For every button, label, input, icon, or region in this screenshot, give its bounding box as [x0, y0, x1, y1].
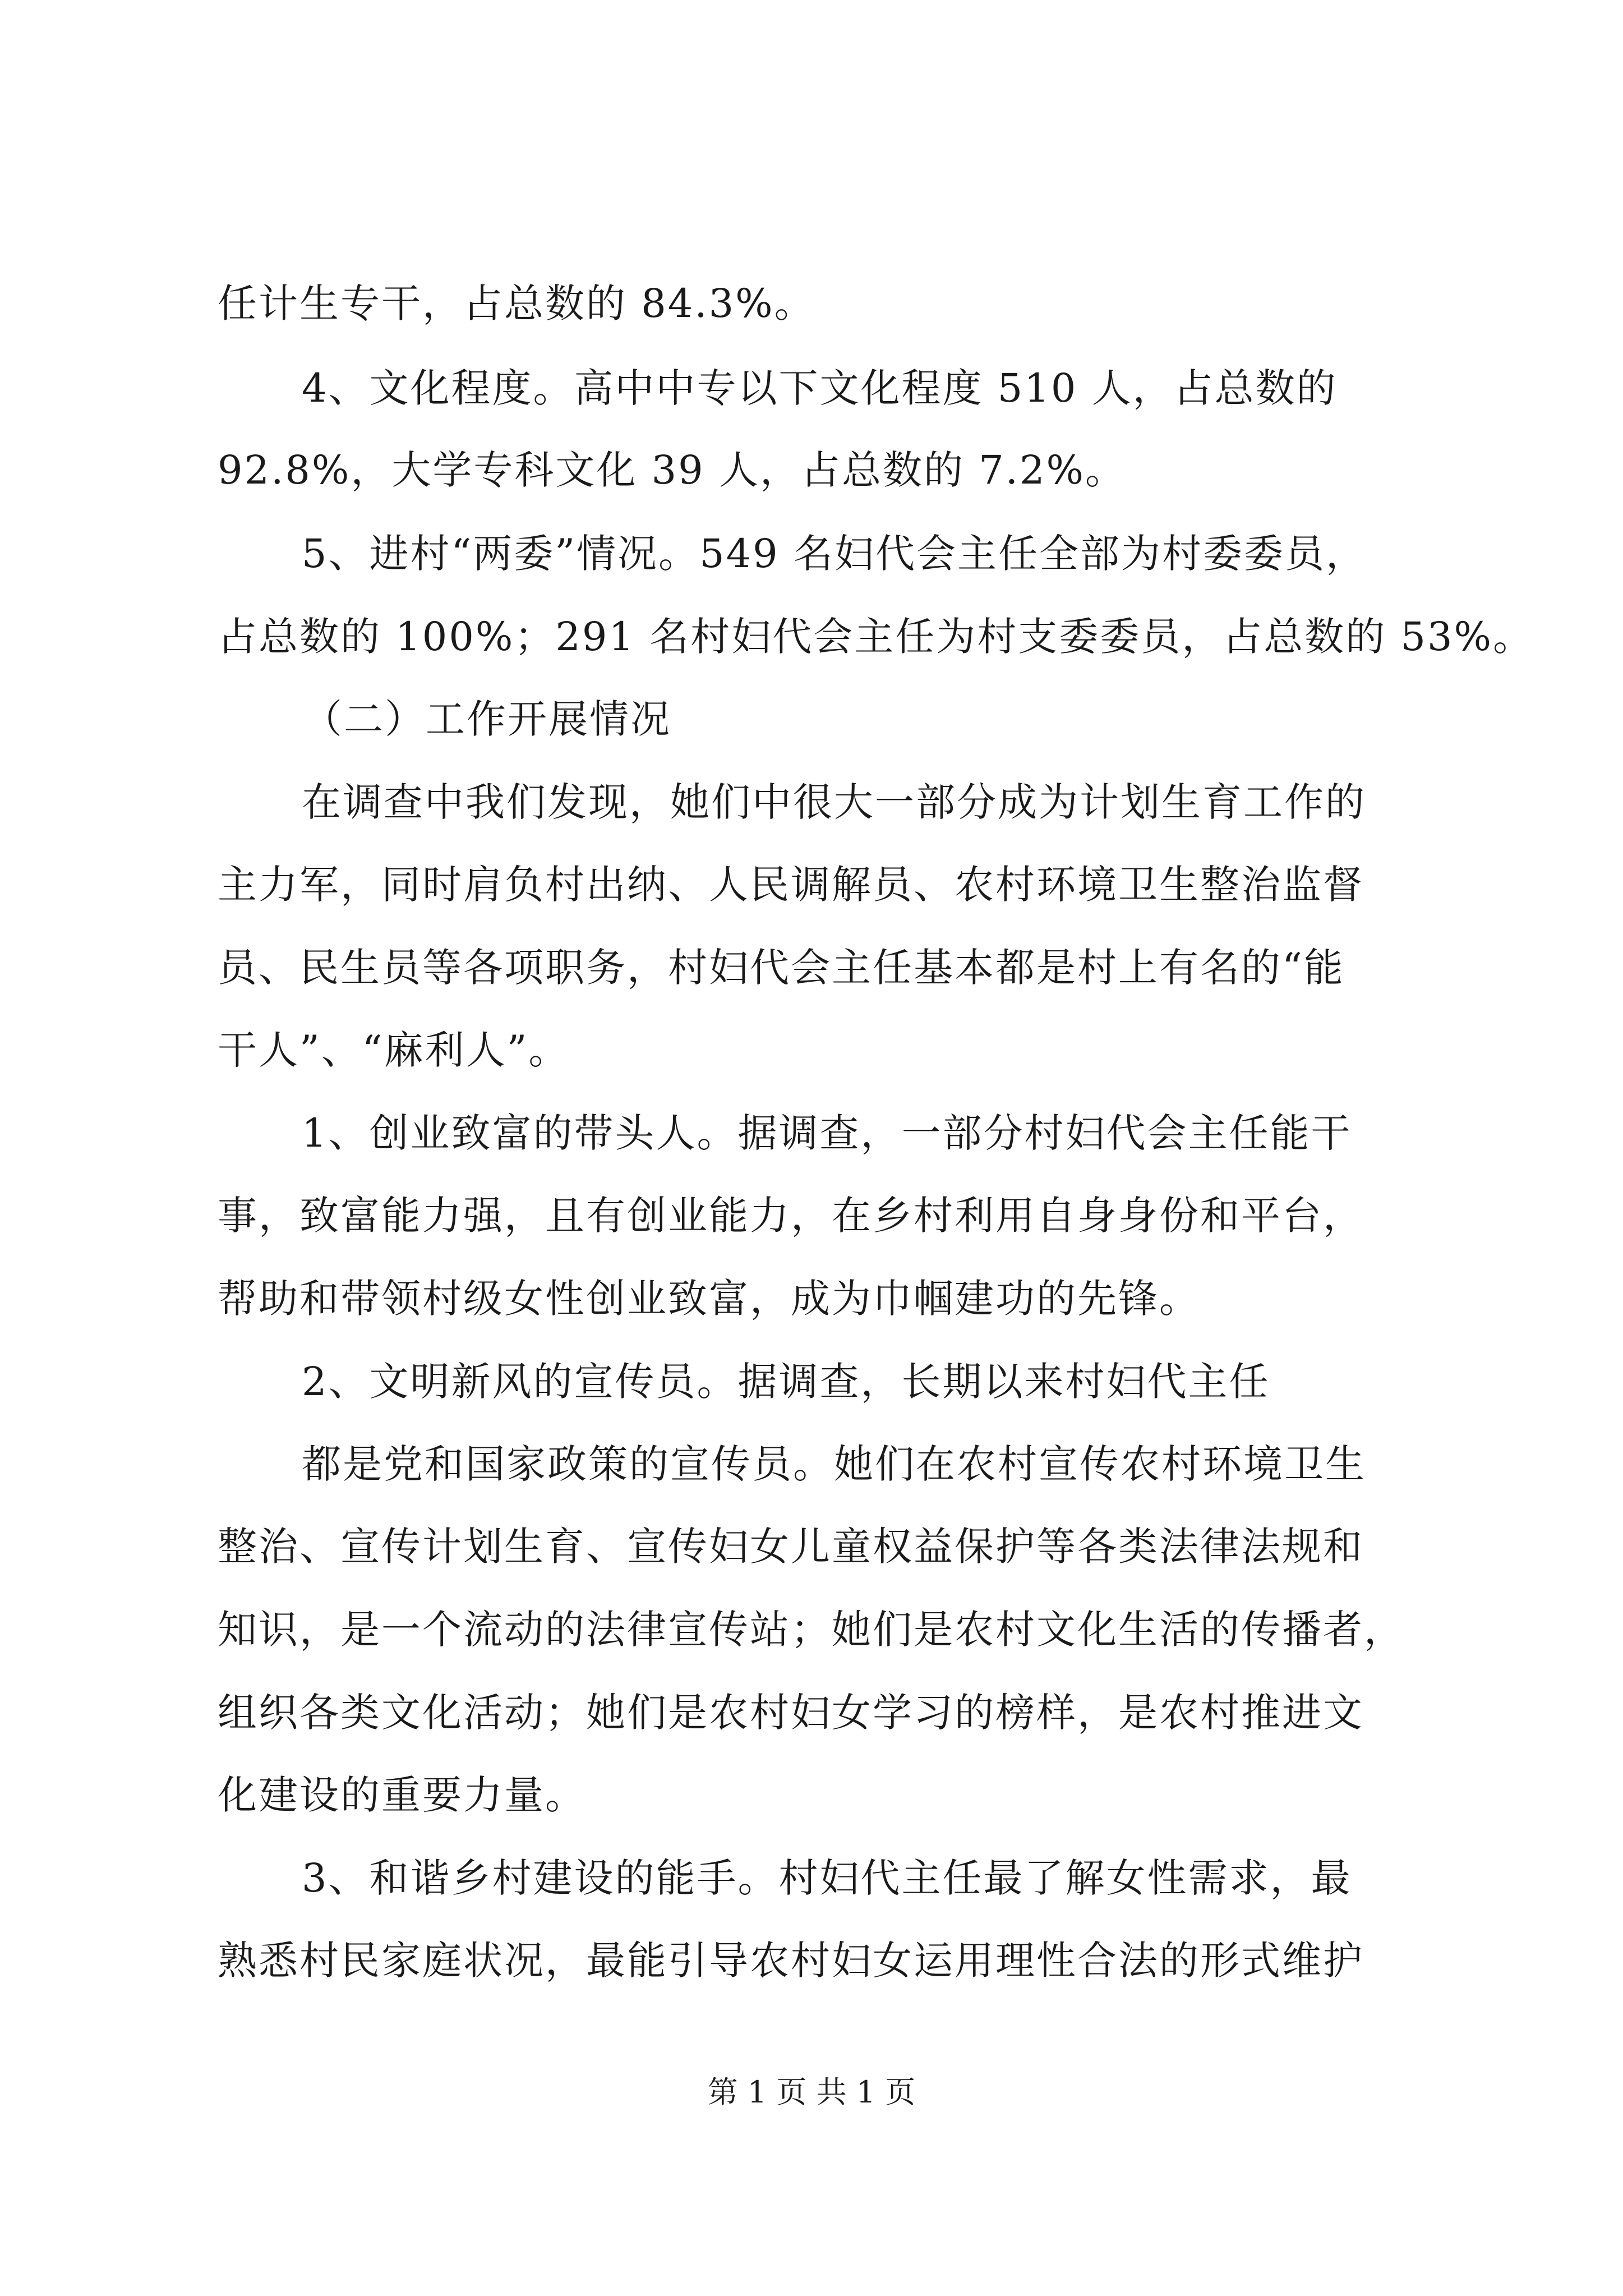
text-line: 在调查中我们发现，她们中很大一部分成为计划生育工作的	[302, 779, 1366, 825]
section-heading: （二）工作开展情况	[303, 696, 671, 742]
text-line: 占总数的 100%；291 名村妇代会主任为村支委委员，占总数的 53%。	[218, 614, 1534, 660]
text-line: 事，致富能力强，且有创业能力，在乡村利用自身身份和平台，	[218, 1193, 1364, 1239]
text-line: 主力军，同时肩负村出纳、人民调解员、农村环境卫生整治监督	[218, 862, 1364, 908]
text-line: 化建设的重要力量。	[218, 1772, 586, 1818]
text-line: 组织各类文化活动；她们是农村妇女学习的榜样，是农村推进文	[218, 1690, 1364, 1736]
text-line: 帮助和带领村级女性创业致富，成为巾帼建功的先锋。	[218, 1276, 1200, 1322]
text-line: 4、文化程度。高中中专以下文化程度 510 人，占总数的	[302, 365, 1338, 411]
text-line: 2、文明新风的宣传员。据调查，长期以来村妇代主任	[302, 1359, 1270, 1405]
text-line: 任计生专干，占总数的 84.3%。	[218, 280, 815, 326]
text-line: 都是党和国家政策的宣传员。她们在农村宣传农村环境卫生	[302, 1441, 1366, 1487]
text-line: 干人”、“麻利人”。	[218, 1027, 570, 1073]
page-footer: 第 1 页 共 1 页	[707, 2074, 916, 2110]
text-line: 92.8%，大学专科文化 39 人，占总数的 7.2%。	[218, 447, 1127, 493]
text-line: 知识，是一个流动的法律宣传站；她们是农村文化生活的传播者，	[218, 1607, 1405, 1653]
text-line: 熟悉村民家庭状况，最能引导农村妇女运用理性合法的形式维护	[218, 1938, 1364, 1984]
text-line: 1、创业致富的带头人。据调查，一部分村妇代会主任能干	[302, 1110, 1352, 1156]
text-line: 整治、宣传计划生育、宣传妇女儿童权益保护等各类法律法规和	[218, 1524, 1364, 1570]
text-line: 5、进村“两委”情况。549 名妇代会主任全部为村委委员，	[302, 531, 1367, 577]
text-line: 员、民生员等各项职务，村妇代会主任基本都是村上有名的“能	[218, 945, 1345, 991]
text-line: 3、和谐乡村建设的能手。村妇代主任最了解女性需求，最	[302, 1855, 1352, 1901]
